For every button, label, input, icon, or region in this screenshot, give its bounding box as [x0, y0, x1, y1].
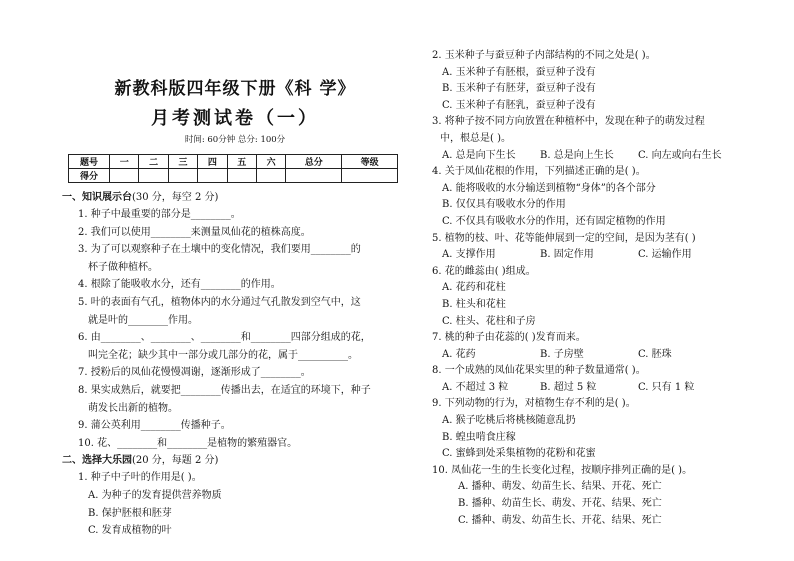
option[interactable]: B. 柱头和花柱	[442, 298, 506, 310]
option[interactable]: C. 播种、萌发、幼苗生长、开花、结果、死亡	[458, 514, 662, 526]
option[interactable]: A. 总是向下生长	[442, 149, 516, 161]
question-stem: 3. 将种子按不同方向放置在种植杯中，发现在种子的萌发过程	[432, 116, 705, 128]
question-8	[432, 363, 782, 396]
score-table-row	[69, 169, 398, 183]
option[interactable]: B. 蝗虫啃食庄稼	[442, 431, 516, 443]
option[interactable]: C. 发育成植物的叶	[88, 525, 172, 537]
score-table	[68, 154, 398, 183]
option[interactable]: C. 胚珠	[638, 348, 672, 360]
option[interactable]: C. 向左或向右生长	[638, 149, 722, 161]
score-header-cell: 二	[139, 155, 168, 169]
question-line: 3. 为了可以观察种子在土壤中的变化情况，我们要用________的	[78, 244, 361, 256]
option[interactable]: C. 蜜蜂到处采集植物的花粉和花蜜	[442, 448, 596, 460]
exam-subtitle: 月考测试卷（一）	[151, 108, 319, 129]
option[interactable]: B. 保护胚根和胚芽	[88, 507, 172, 519]
score-header-cell: 一	[110, 155, 139, 169]
score-cell[interactable]	[139, 169, 168, 183]
score-header-cell: 四	[198, 155, 227, 169]
option[interactable]: C. 柱头、花柱和子房	[442, 315, 536, 327]
option[interactable]: A. 猴子吃桃后将桃核随意乱扔	[442, 415, 576, 427]
option[interactable]: A. 花药和花柱	[442, 282, 506, 294]
option[interactable]: A. 花药	[442, 348, 476, 360]
question-7	[432, 330, 782, 363]
exam-title: 新教科版四年级下册《科 学》	[114, 79, 356, 99]
section-2-note: (20 分，每题 2 分)	[132, 455, 219, 467]
question-line: 5. 叶的表面有气孔，植物体内的水分通过气孔散发到空气中，这	[78, 296, 361, 308]
option[interactable]: A. 播种、萌发、幼苗生长、结果、开花、死亡	[458, 481, 662, 493]
question-line: 6. 由________、________、________和________四部分组成的花，	[78, 332, 371, 344]
question-line: 10. 花、________和________是植物的繁殖器官。	[78, 437, 298, 449]
question-4	[432, 164, 782, 230]
exam-meta: 时间: 60分钟 总分: 100分	[184, 135, 286, 145]
option[interactable]: B. 玉米种子有胚芽，蚕豆种子没有	[442, 83, 596, 95]
option[interactable]: A. 支撑作用	[442, 249, 496, 261]
option[interactable]: A. 能将吸收的水分输送到植物“身体”的各个部分	[442, 182, 656, 194]
option[interactable]: C. 玉米种子有胚乳，蚕豆种子没有	[442, 99, 596, 111]
option[interactable]: C. 运输作用	[638, 249, 692, 261]
question-line-cont: 萌发长出新的植物。	[88, 402, 178, 414]
question-line-cont: 叫完全花；缺少其中一部分或几部分的花，属于__________。	[88, 349, 358, 361]
option[interactable]: C. 只有 1 粒	[638, 381, 695, 393]
question-6	[432, 264, 782, 330]
score-cell[interactable]	[227, 169, 256, 183]
option[interactable]: A. 为种子的发育提供营养物质	[88, 489, 222, 501]
score-header-cell: 题号	[69, 155, 110, 169]
question-stem-cont: 中，根总是( )。	[440, 132, 511, 144]
option[interactable]: A. 玉米种子有胚根，蚕豆种子没有	[442, 66, 596, 78]
options-row	[432, 380, 782, 397]
question-line: 9. 蒲公英利用________传播种子。	[78, 420, 231, 432]
score-cell[interactable]	[286, 169, 342, 183]
question-stem: 6. 花的雌蕊由( )组成。	[432, 265, 536, 277]
question-line: 4. 根除了能吸收水分，还有________的作用。	[78, 279, 281, 291]
question-line-cont: 就是叶的________作用。	[88, 314, 198, 326]
options-row	[432, 148, 782, 165]
option[interactable]: B. 总是向上生长	[540, 149, 614, 161]
question-stem: 1. 种子中子叶的作用是( )。	[78, 472, 202, 484]
question-stem: 2. 玉米种子与蚕豆种子内部结构的不同之处是( )。	[432, 50, 656, 61]
score-cell[interactable]	[342, 169, 398, 183]
score-header-cell: 五	[227, 155, 256, 169]
question-line: 2. 我们可以使用________来测量凤仙花的植株高度。	[78, 226, 311, 238]
question-9	[432, 396, 782, 462]
options-row	[432, 247, 782, 264]
section-1-title: 一、知识展示台	[62, 192, 132, 203]
score-row-label: 得分	[69, 169, 110, 183]
left-column	[62, 78, 398, 540]
section-2-title: 二、选择大乐园	[62, 455, 132, 467]
option[interactable]: B. 固定作用	[540, 249, 594, 261]
question-line: 8. 果实成熟后，就要把________传播出去，在适宜的环境下，种子	[78, 384, 371, 396]
right-column	[432, 48, 782, 529]
options-row	[432, 347, 782, 364]
score-cell[interactable]	[168, 169, 197, 183]
section-2	[62, 452, 398, 539]
section-2-heading	[62, 452, 398, 469]
option[interactable]: B. 仅仅具有吸收水分的作用	[442, 199, 566, 211]
score-header-cell: 六	[256, 155, 285, 169]
question-stem: 7. 桃的种子由花蕊的( )发育而来。	[432, 332, 586, 344]
question-line: 7. 授粉后的凤仙花慢慢凋谢，逐渐形成了________。	[78, 367, 311, 379]
question-2	[432, 48, 782, 114]
question-stem: 5. 植物的枝、叶、花等能伸展到一定的空间，是因为茎有( )	[432, 232, 696, 244]
option[interactable]: A. 不超过 3 粒	[442, 381, 509, 393]
score-cell[interactable]	[256, 169, 285, 183]
question-stem: 9. 下列动物的行为，对植物生存不利的是( )。	[432, 398, 636, 410]
score-header-cell: 三	[168, 155, 197, 169]
section-1-note: (30 分，每空 2 分)	[132, 192, 219, 203]
question-stem: 4. 关于凤仙花根的作用，下列描述正确的是( )。	[432, 166, 646, 178]
question-5	[432, 231, 782, 264]
score-table-header-row	[69, 155, 398, 169]
question-10	[432, 463, 782, 529]
question-stem: 8. 一个成熟的凤仙花果实里的种子数量通常( )。	[432, 365, 646, 377]
section-1-heading	[62, 189, 398, 206]
score-header-cell: 等级	[342, 155, 398, 169]
question-3	[432, 114, 782, 164]
section-1	[62, 189, 398, 452]
option[interactable]: C. 不仅具有吸收水分的作用，还有固定植物的作用	[442, 215, 666, 227]
option[interactable]: B. 超过 5 粒	[540, 381, 597, 393]
question-line: 1. 种子中最重要的部分是________。	[78, 209, 241, 220]
score-header-cell: 总分	[286, 155, 342, 169]
question-line-cont: 杯子做种植杯。	[88, 261, 158, 273]
score-cell[interactable]	[198, 169, 227, 183]
option[interactable]: B. 子房壁	[540, 348, 584, 360]
score-cell[interactable]	[110, 169, 139, 183]
option[interactable]: B. 播种、幼苗生长、萌发、开花、结果、死亡	[458, 498, 662, 510]
question-stem: 10. 凤仙花一生的生长变化过程，按顺序排列正确的是( )。	[432, 464, 693, 476]
